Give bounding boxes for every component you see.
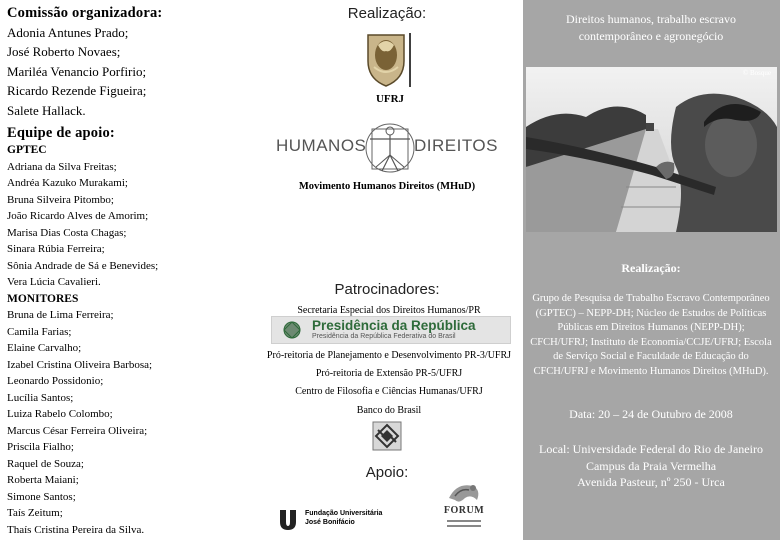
apoio-title: Apoio: — [365, 464, 409, 481]
mhud-logo-right-word: DIREITOS — [414, 136, 498, 155]
organizer-name: Adonia Antunes Prado; — [7, 25, 129, 40]
event-location — [529, 441, 773, 491]
gptec-member: Adriana da Silva Freitas; — [7, 160, 117, 173]
ufrj-label: UFRJ — [375, 93, 405, 105]
organizer-name: José Roberto Novaes; — [7, 44, 121, 60]
right-realizacao-title: Realização: — [621, 261, 681, 275]
presidencia-title: Presidência da República — [312, 318, 476, 333]
organizer-name: Salete Hallack. — [7, 102, 86, 118]
gptec-member: João Ricardo Alves de Amorim; — [7, 210, 149, 223]
pr5-sponsor: Pró-reitoria de Extensão PR-5/UFRJ — [315, 368, 463, 379]
banco-do-brasil-logo — [372, 421, 402, 451]
gptec-members-list — [7, 159, 257, 291]
vitruvian-man-icon — [362, 117, 418, 177]
fujb-line1: Fundação Universitária — [305, 510, 383, 517]
event-location-line: Campus da Praia Vermelha — [585, 458, 717, 473]
gptec-member: Bruna Silveira Pitombo; — [7, 193, 114, 206]
monitor-name: Luiza Rabelo Colombo; — [7, 408, 113, 421]
organizer-name: Ricardo Rezende Figueira; — [7, 83, 147, 99]
organizing-committee-column — [7, 4, 257, 538]
fujb-emblem-icon — [278, 508, 298, 530]
monitor-name: Camila Farias; — [7, 325, 72, 338]
gptec-member: Marisa Dias Costa Chagas; — [7, 226, 127, 239]
monitor-name: Thaís Cristina Pereira da Silva. — [7, 523, 145, 536]
mhud-label: Movimento Humanos Direitos (MHuD) — [298, 181, 476, 192]
brazil-arms-icon — [277, 320, 307, 340]
presidencia-logo — [271, 316, 511, 344]
patrocinadores-title: Patrocinadores: — [334, 281, 440, 298]
gptec-member: Vera Lúcia Cavalieri. — [7, 276, 101, 289]
monitor-name: Bruna de Lima Ferreira; — [7, 309, 114, 322]
monitor-name: Raquel de Souza; — [7, 457, 84, 470]
gptec-member: Sônia Andrade de Sá e Benevides; — [7, 259, 159, 272]
event-date: Data: 20 – 24 de Outubro de 2008 — [569, 407, 733, 421]
event-location-line: Avenida Pasteur, nº 250 - Urca — [577, 475, 725, 489]
photo-credit: © Bosque — [742, 69, 771, 77]
monitor-name: Marcus César Ferreira Oliveira; — [7, 424, 148, 437]
forum-logo-text: FORUM — [443, 505, 485, 516]
right-realizacao-text: Grupo de Pesquisa de Trabalho Escravo Contemporâneo (GPTEC) – NEPP-DH; Núcleo de Estudos de Políticas Públicas em Direitos Humanos (NEPP-DH); CFCH/UFRJ; Instituto de Economia/CCJE/UFRJ; Escola de Serviço Social e Faculdade de Educação do CFCH/UFRJ e Movimento Humanos Direitos (MHuD). — [530, 293, 772, 377]
cfch-sponsor: Centro de Filosofia e Ciências Humanas/UFRJ — [295, 386, 483, 397]
organizers-list — [7, 23, 257, 120]
monitor-name: Lucília Santos; — [7, 391, 74, 404]
gptec-member: Sinara Rúbia Ferreira; — [7, 243, 105, 256]
monitor-name: Elaine Carvalho; — [7, 342, 82, 355]
pr3-sponsor: Pró-reitoria de Planejamento e Desenvolvimento PR-3/UFRJ — [266, 350, 512, 361]
realizacao-title: Realização: — [347, 5, 427, 22]
forum-logo — [443, 478, 485, 534]
organizing-committee-title: Comissão organizadora: — [7, 5, 163, 21]
monitor-name: Taís Zeitum; — [7, 507, 63, 520]
monitor-name: Priscila Fialho; — [7, 441, 74, 454]
fujb-line2: José Bonifácio — [305, 519, 355, 526]
sedh-sponsor: Secretaria Especial dos Direitos Humanos/PR — [297, 305, 481, 316]
gptec-title: GPTEC — [7, 144, 47, 157]
mhud-logo — [274, 117, 507, 177]
support-team-title: Equipe de apoio: — [7, 125, 115, 142]
event-title: Direitos humanos, trabalho escravo contemporâneo e agronegócio — [566, 12, 736, 43]
event-location-line: Local: Universidade Federal do Rio de Janeiro — [539, 442, 763, 456]
monitor-name: Izabel Cristina Oliveira Barbosa; — [7, 358, 153, 371]
monitor-name: Simone Santos; — [7, 490, 76, 503]
monitor-name: Roberta Maiani; — [7, 474, 79, 487]
fujb-logo — [278, 507, 398, 531]
monitors-list — [7, 307, 257, 538]
monitor-name: Leonardo Possidonio; — [7, 375, 104, 388]
presidencia-subtitle: Presidência da República Federativa do Brasil — [312, 333, 456, 340]
bb-sponsor: Banco do Brasil — [356, 405, 422, 416]
monitors-title: MONITORES — [7, 292, 79, 305]
gptec-member: Andréa Kazuko Murakami; — [7, 177, 128, 190]
worker-photo — [526, 67, 777, 232]
ufrj-crest-logo — [362, 31, 414, 89]
mhud-logo-left-word: HUMANOS — [276, 136, 367, 155]
organizer-name: Mariléa Venancio Porfirio; — [7, 63, 147, 79]
